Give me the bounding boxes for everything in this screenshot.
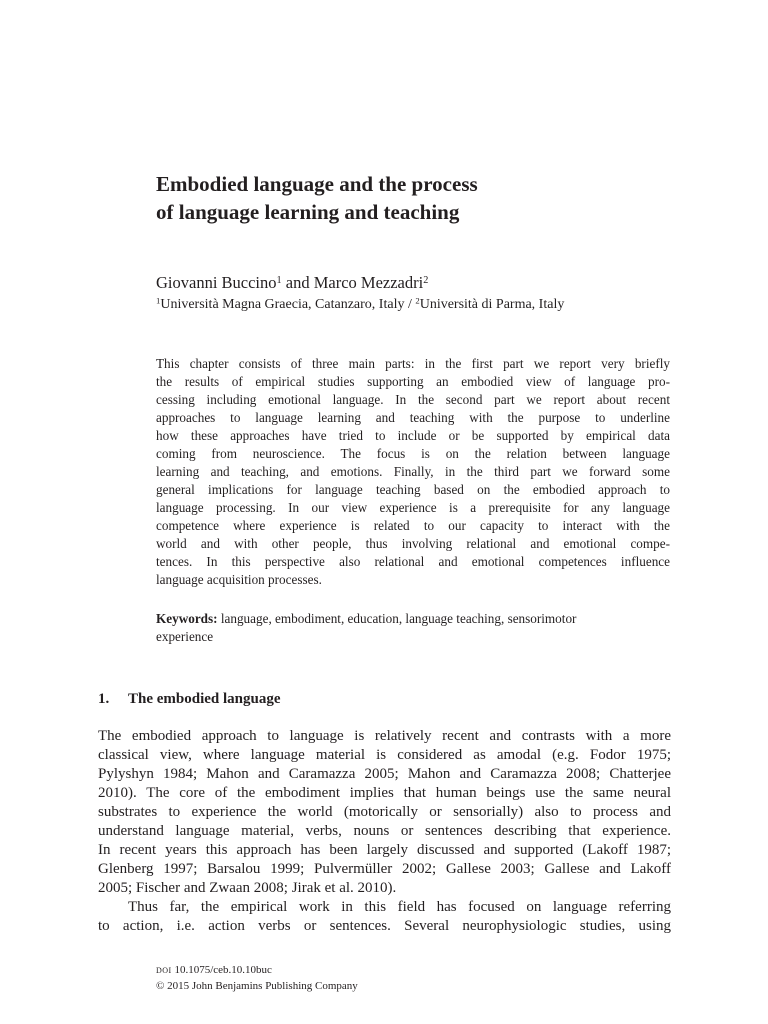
authors-conjunction: and <box>281 273 314 292</box>
body-line: Pylyshyn 1984; Mahon and Caramazza 2005; Mahon and Caramazza 2008; Chatterjee <box>98 766 671 782</box>
copyright-line: © 2015 John Benjamins Publishing Company <box>156 980 358 992</box>
doi-line <box>156 962 358 978</box>
body-line: substrates to experience the world (motorically or sensorially) also to process and <box>98 804 671 820</box>
keywords-list-line-1: language, embodiment, education, language teaching, sensorimotor <box>217 611 577 626</box>
abstract-line: language acquisition processes. <box>156 572 322 587</box>
affiliations <box>156 295 564 315</box>
keywords <box>156 610 670 646</box>
body-line: Thus far, the empirical work in this field has focused on language referring <box>128 899 671 915</box>
abstract-line: approaches to language learning and teaching with the purpose to underline <box>156 410 670 425</box>
abstract-line: learning and teaching, and emotions. Finally, in the third part we forward some <box>156 464 670 479</box>
body-line: In recent years this approach has been largely discussed and supported (Lakoff 1987; <box>98 842 671 858</box>
abstract-line: competence where experience is related to our capacity to interact with the <box>156 518 670 533</box>
authors <box>156 272 428 294</box>
abstract-line: cessing including emotional language. In the second part we report about recent <box>156 392 670 407</box>
doi-label: doi <box>156 964 172 976</box>
author-1-affiliation-mark: 1 <box>276 274 282 286</box>
body-line: 2005; Fischer and Zwaan 2008; Jirak et al. 2010). <box>98 880 397 896</box>
body-text <box>98 727 671 936</box>
author-2-affiliation-mark: 2 <box>423 274 429 286</box>
affiliation-1-mark: 1 <box>156 295 161 306</box>
abstract-line: general implications for language teaching based on the embodied approach to <box>156 482 670 497</box>
body-line: The embodied approach to language is relatively recent and contrasts with a more <box>98 728 671 744</box>
body-line: to action, i.e. action verbs or sentences. Several neurophysiologic studies, using <box>98 918 671 934</box>
keywords-list-line-2: experience <box>156 629 214 644</box>
abstract <box>156 355 670 589</box>
abstract-line: coming from neuroscience. The focus is on the relation between language <box>156 446 670 461</box>
abstract-line: tences. In this perspective also relational and emotional competences influence <box>156 554 670 569</box>
body-line: classical view, where language material is considered as amodal (e.g. Fodor 1975; <box>98 747 671 763</box>
doi-value: 10.1075/ceb.10.10buc <box>171 964 272 976</box>
abstract-line: the results of empirical studies supporting an embodied view of language pro- <box>156 374 670 389</box>
section-heading <box>98 689 281 709</box>
abstract-line: language processing. In our view experience is a prerequisite for any language <box>156 500 670 515</box>
affiliation-2-mark: 2 <box>415 295 420 306</box>
body-line: understand language material, verbs, nouns or sentences describing that experience. <box>98 823 671 839</box>
abstract-line: world and with other people, thus involving relational and emotional compe- <box>156 536 670 551</box>
chapter-title <box>156 170 676 226</box>
keywords-label: Keywords: <box>156 611 218 626</box>
chapter-title-line-1: Embodied language and the process <box>156 172 478 196</box>
affiliation-1: Università Magna Graecia, Catanzaro, Italy / <box>160 297 416 312</box>
chapter-title-line-2: of language learning and teaching <box>156 200 460 224</box>
body-line: Glenberg 1997; Barsalou 1999; Pulvermüller 2002; Gallese 2003; Gallese and Lakoff <box>98 861 671 877</box>
affiliation-2: Università di Parma, Italy <box>419 297 565 312</box>
author-2-name: Marco Mezzadri <box>313 273 424 292</box>
author-1-name: Giovanni Buccino <box>156 273 277 292</box>
abstract-line: This chapter consists of three main parts: in the first part we report very briefly <box>156 356 670 371</box>
page-footer <box>156 962 358 994</box>
abstract-line: how these approaches have tried to include or be supported by empirical data <box>156 428 670 443</box>
body-line: 2010). The core of the embodiment implies that human beings use the same neural <box>98 785 671 801</box>
section-number: 1. <box>98 691 110 707</box>
section-title: The embodied language <box>128 691 281 707</box>
